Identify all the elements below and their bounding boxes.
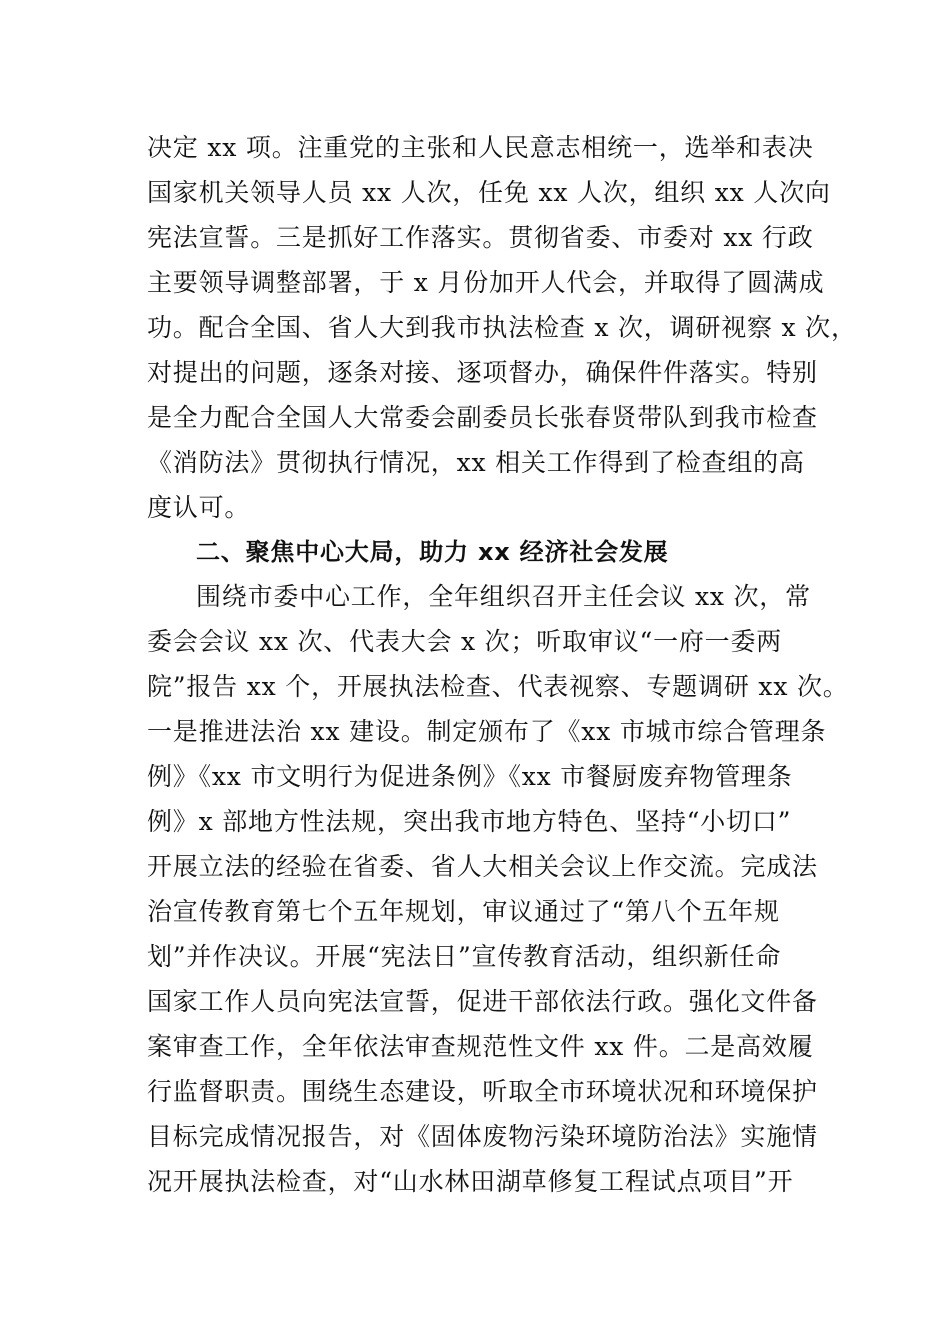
paragraph-line: 对提出的问题，逐条对接、逐项督办，确保件件落实。特别 bbox=[147, 358, 818, 387]
section-heading: 二、聚焦中心大局，助力 xx 经济社会发展 bbox=[196, 538, 669, 566]
paragraph-line: 宪法宣誓。三是抓好工作落实。贯彻省委、市委对 xx 行政 bbox=[147, 223, 814, 252]
paragraph-line: 开展立法的经验在省委、省人大相关会议上作交流。完成法 bbox=[147, 852, 818, 881]
paragraph-line: 《消防法》贯彻执行情况，xx 相关工作得到了检查组的高 bbox=[147, 448, 805, 477]
paragraph-line: 例》《xx 市文明行为促进条例》《xx 市餐厨废弃物管理条 bbox=[147, 762, 793, 791]
paragraph-line: 况开展执法检查，对“山水林田湖草修复工程试点项目”开 bbox=[147, 1167, 794, 1196]
paragraph-line: 国家工作人员向宪法宣誓，促进干部依法行政。强化文件备 bbox=[147, 987, 818, 1016]
paragraph-line: 划”并作决议。开展“宪法日”宣传教育活动，组织新任命 bbox=[147, 942, 782, 971]
paragraph-line: 决定 xx 项。注重党的主张和人民意志相统一，选举和表决 bbox=[147, 133, 814, 162]
paragraph-line: 度认可。 bbox=[147, 493, 251, 522]
paragraph-line: 一是推进法治 xx 建设。制定颁布了《xx 市城市综合管理条 bbox=[147, 717, 827, 746]
paragraph-line: 案审查工作，全年依法审查规范性文件 xx 件。二是高效履 bbox=[147, 1032, 814, 1061]
paragraph-line: 功。配合全国、省人大到我市执法检查 x 次，调研视察 x 次， bbox=[147, 313, 857, 342]
paragraph-line: 院”报告 xx 个，开展执法检查、代表视察、专题调研 xx 次。 bbox=[147, 672, 849, 701]
paragraph-line: 治宣传教育第七个五年规划，审议通过了“第八个五年规 bbox=[147, 897, 780, 926]
paragraph-line: 委会会议 xx 次、代表大会 x 次；听取审议“一府一委两 bbox=[147, 627, 783, 656]
paragraph-line: 行监督职责。围绕生态建设，听取全市环境状况和环境保护 bbox=[147, 1077, 818, 1106]
paragraph-line: 目标完成情况报告，对《固体废物污染环境防治法》实施情 bbox=[147, 1122, 818, 1151]
paragraph-line: 主要领导调整部署，于 x 月份加开人代会，并取得了圆满成 bbox=[147, 268, 825, 297]
paragraph-line: 例》x 部地方性法规，突出我市地方特色、坚持“小切口” bbox=[147, 807, 792, 836]
paragraph-line: 是全力配合全国人大常委会副委员长张春贤带队到我市检查 bbox=[147, 403, 818, 432]
paragraph-line: 国家机关领导人员 xx 人次，任免 xx 人次，组织 xx 人次向 bbox=[147, 178, 831, 207]
paragraph-line: 围绕市委中心工作，全年组织召开主任会议 xx 次，常 bbox=[196, 582, 811, 611]
